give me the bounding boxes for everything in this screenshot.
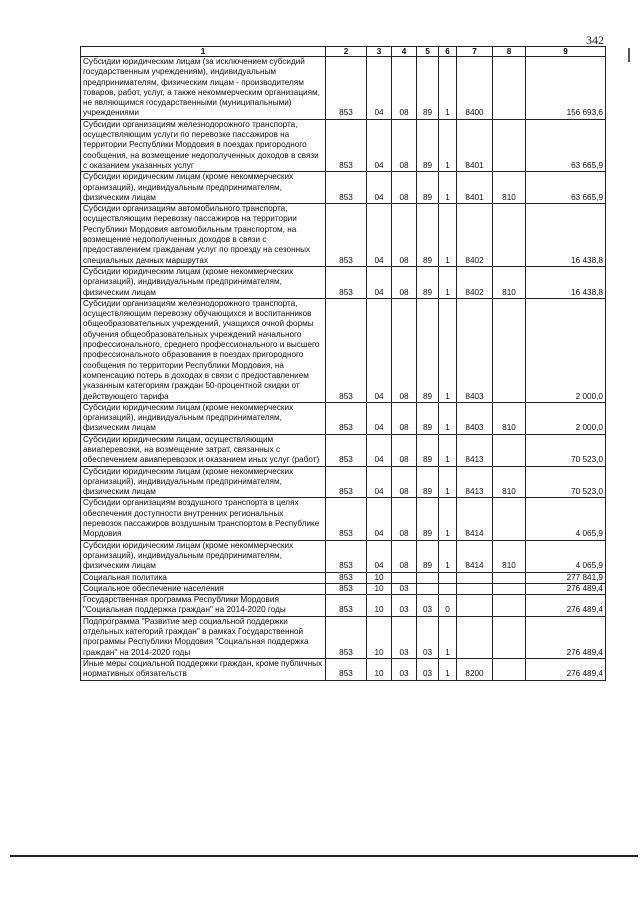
code-program: 03 (417, 616, 439, 658)
code-ministry: 853 (326, 204, 367, 267)
row-amount: 276 489,4 (526, 616, 606, 658)
code-section: 10 (367, 583, 392, 594)
table-row (81, 658, 606, 680)
code-subprogram: 1 (439, 57, 457, 120)
code-subsection: 08 (392, 204, 417, 267)
code-subsection: 08 (392, 434, 417, 466)
code-program: 89 (417, 434, 439, 466)
code-section: 04 (367, 172, 392, 204)
code-expense-type (493, 658, 526, 680)
code-subprogram: 1 (439, 298, 457, 402)
code-program: 89 (417, 119, 439, 171)
row-name: Субсидии юридическим лицам, осуществляющим авиаперевозки, на возмещение затрат, связанных с обеспечением авиаперевозок и оказанием иных услуг (работ) (81, 434, 326, 466)
code-subprogram (439, 572, 457, 583)
code-direction: 8403 (457, 402, 493, 434)
row-name: Субсидии юридическим лицам (за исключением субсидий государственным учреждениям), индивидуальным предпринимателям, физическим лицам - производителям товаров, работ, услуг, а также некоммерческим организациям, не являющимся государственными (муниципальными) учреждениями (81, 57, 326, 120)
row-amount: 4 065,9 (526, 498, 606, 540)
header-row (81, 47, 606, 57)
header-cell: 8 (493, 47, 526, 57)
table-row (81, 57, 606, 120)
table-row (81, 402, 606, 434)
code-direction: 8401 (457, 172, 493, 204)
code-program: 89 (417, 498, 439, 540)
header-cell: 3 (367, 47, 392, 57)
code-section: 10 (367, 572, 392, 583)
code-direction: 8413 (457, 466, 493, 498)
row-amount: 2 000,0 (526, 402, 606, 434)
table-row (81, 298, 606, 402)
code-ministry: 853 (326, 658, 367, 680)
code-subprogram: 1 (439, 616, 457, 658)
code-section: 10 (367, 616, 392, 658)
row-name: Субсидии юридическим лицам (кроме некоммерческих организаций), индивидуальным предпринимателям, физическим лицам (81, 266, 326, 298)
code-subsection: 08 (392, 402, 417, 434)
row-name: Субсидии организациям железнодорожного транспорта, осуществляющим услуги по перевозке пассажиров на территории Республики Мордовия в поездах пригородного сообщения, на возмещение недополученных доходов в связи с оказанием указанных услуг (81, 119, 326, 171)
code-subsection (392, 572, 417, 583)
code-ministry: 853 (326, 572, 367, 583)
code-program: 89 (417, 204, 439, 267)
row-amount: 70 523,0 (526, 434, 606, 466)
code-expense-type: 810 (493, 466, 526, 498)
row-name: Социальная политика (81, 572, 326, 583)
code-section: 04 (367, 57, 392, 120)
table-row (81, 583, 606, 594)
code-direction: 8403 (457, 298, 493, 402)
code-program: 03 (417, 658, 439, 680)
code-ministry: 853 (326, 616, 367, 658)
row-name: Государственная программа Республики Мордовия "Социальная поддержка граждан" на 2014-2020 годы (81, 595, 326, 617)
code-expense-type (493, 119, 526, 171)
code-program: 89 (417, 540, 439, 572)
row-name: Социальное обеспечение населения (81, 583, 326, 594)
row-name: Субсидии юридическим лицам (кроме некоммерческих организаций), индивидуальным предпринимателям, физическим лицам (81, 466, 326, 498)
code-subsection: 03 (392, 616, 417, 658)
code-subsection: 08 (392, 466, 417, 498)
row-name: Субсидии юридическим лицам (кроме некоммерческих организаций), индивидуальным предпринимателям, физическим лицам (81, 172, 326, 204)
code-section: 04 (367, 298, 392, 402)
code-subsection: 08 (392, 266, 417, 298)
row-amount: 16 438,8 (526, 204, 606, 267)
row-amount: 70 523,0 (526, 466, 606, 498)
code-ministry: 853 (326, 583, 367, 594)
header-cell: 4 (392, 47, 417, 57)
code-section: 04 (367, 204, 392, 267)
code-expense-type (493, 204, 526, 267)
code-expense-type (493, 572, 526, 583)
row-name: Субсидии организациям автомобильного транспорта, осуществляющим перевозку пассажиров на территории Республики Мордовия автомобильным транспортом, на возмещение недополученных доходов в связи с предоставлением гражданам услуг по проезду на сезонных специальных дачных маршрутах (81, 204, 326, 267)
code-section: 10 (367, 595, 392, 617)
row-name: Субсидии юридическим лицам (кроме некоммерческих организаций), индивидуальным предпринимателям, физическим лицам (81, 540, 326, 572)
code-ministry: 853 (326, 57, 367, 120)
code-subprogram: 1 (439, 540, 457, 572)
code-ministry: 853 (326, 595, 367, 617)
code-subsection: 08 (392, 298, 417, 402)
table-row (81, 616, 606, 658)
code-expense-type (493, 434, 526, 466)
code-expense-type: 810 (493, 172, 526, 204)
header-cell: 2 (326, 47, 367, 57)
code-section: 04 (367, 540, 392, 572)
code-expense-type (493, 57, 526, 120)
code-subsection: 08 (392, 498, 417, 540)
code-program (417, 583, 439, 594)
code-subsection: 03 (392, 583, 417, 594)
code-subsection: 03 (392, 595, 417, 617)
row-amount: 276 489,4 (526, 658, 606, 680)
row-amount: 2 000,0 (526, 298, 606, 402)
code-ministry: 853 (326, 434, 367, 466)
row-amount: 156 693,6 (526, 57, 606, 120)
row-name: Субсидии юридическим лицам (кроме некоммерческих организаций), индивидуальным предпринимателям, физическим лицам (81, 402, 326, 434)
code-program: 89 (417, 172, 439, 204)
code-direction: 8413 (457, 434, 493, 466)
header-cell: 1 (81, 47, 326, 57)
row-name: Подпрограмма "Развитие мер социальной поддержки отдельных категорий граждан" в рамках Государственной программы Республики Мордовия "Социальная поддержка граждан" на 2014-2020 годы (81, 616, 326, 658)
table-row (81, 466, 606, 498)
code-subprogram: 1 (439, 119, 457, 171)
code-ministry: 853 (326, 466, 367, 498)
code-ministry: 853 (326, 498, 367, 540)
code-direction: 8414 (457, 498, 493, 540)
code-expense-type: 810 (493, 266, 526, 298)
code-expense-type: 810 (493, 402, 526, 434)
code-subprogram: 1 (439, 172, 457, 204)
header-cell: 6 (439, 47, 457, 57)
code-ministry: 853 (326, 298, 367, 402)
code-subprogram: 1 (439, 266, 457, 298)
code-expense-type (493, 616, 526, 658)
code-direction (457, 616, 493, 658)
code-program: 03 (417, 595, 439, 617)
code-program: 89 (417, 57, 439, 120)
page-bottom-line (10, 855, 638, 857)
code-program: 89 (417, 466, 439, 498)
row-name: Субсидии организациям железнодорожного транспорта, осуществляющим перевозку обучающихся и воспитанников общеобразовательных учреждений, учащихся очной формы обучения общеобразовательных учреждений начального профессионального, среднего профессионального и высшего профессионального образования в поездах пригородного сообщения по территории Республики Мордовия, на компенсацию потерь в доходах в связи с предоставлением указанным категориям граждан 50-процентной скидки от действующего тарифа (81, 298, 326, 402)
code-ministry: 853 (326, 172, 367, 204)
code-program: 89 (417, 298, 439, 402)
code-direction: 8402 (457, 204, 493, 267)
code-subsection: 08 (392, 172, 417, 204)
header-cell: 7 (457, 47, 493, 57)
code-subprogram: 1 (439, 658, 457, 680)
code-ministry: 853 (326, 540, 367, 572)
code-section: 04 (367, 434, 392, 466)
row-amount: 63 665,9 (526, 172, 606, 204)
row-amount: 63 665,9 (526, 119, 606, 171)
code-direction (457, 572, 493, 583)
row-amount: 16 438,8 (526, 266, 606, 298)
code-subsection: 08 (392, 57, 417, 120)
code-expense-type: 810 (493, 540, 526, 572)
header-cell: 9 (526, 47, 606, 57)
code-subprogram: 1 (439, 402, 457, 434)
code-direction (457, 595, 493, 617)
code-section: 04 (367, 119, 392, 171)
table-row (81, 172, 606, 204)
table-row (81, 119, 606, 171)
code-subprogram: 0 (439, 595, 457, 617)
table-row (81, 498, 606, 540)
code-subsection: 03 (392, 658, 417, 680)
table-row (81, 266, 606, 298)
table-row (81, 572, 606, 583)
edge-mark (628, 48, 630, 62)
row-amount: 277 841,9 (526, 572, 606, 583)
page-number: 342 (586, 33, 604, 47)
code-subsection: 08 (392, 119, 417, 171)
code-direction: 8401 (457, 119, 493, 171)
code-subprogram: 1 (439, 204, 457, 267)
code-section: 10 (367, 658, 392, 680)
table-row (81, 204, 606, 267)
code-direction: 8414 (457, 540, 493, 572)
row-amount: 276 489,4 (526, 595, 606, 617)
header-cell: 5 (417, 47, 439, 57)
code-expense-type (493, 595, 526, 617)
table-row (81, 595, 606, 617)
code-section: 04 (367, 466, 392, 498)
code-program: 89 (417, 266, 439, 298)
code-subprogram: 1 (439, 498, 457, 540)
code-direction (457, 583, 493, 594)
code-expense-type (493, 298, 526, 402)
code-section: 04 (367, 498, 392, 540)
code-ministry: 853 (326, 402, 367, 434)
row-name: Субсидии организациям воздушного транспорта в целях обеспечения доступности внутренних региональных перевозок пассажиров воздушным транспортом в Республике Мордовия (81, 498, 326, 540)
code-direction: 8400 (457, 57, 493, 120)
row-amount: 4 065,9 (526, 540, 606, 572)
code-subsection: 08 (392, 540, 417, 572)
code-subprogram: 1 (439, 466, 457, 498)
row-name: Иные меры социальной поддержки граждан, кроме публичных нормативных обязательств (81, 658, 326, 680)
code-direction: 8402 (457, 266, 493, 298)
code-ministry: 853 (326, 119, 367, 171)
code-section: 04 (367, 402, 392, 434)
code-ministry: 853 (326, 266, 367, 298)
code-expense-type (493, 498, 526, 540)
code-program (417, 572, 439, 583)
table-row (81, 540, 606, 572)
table-row (81, 434, 606, 466)
code-section: 04 (367, 266, 392, 298)
code-program: 89 (417, 402, 439, 434)
row-amount: 276 489,4 (526, 583, 606, 594)
code-subprogram: 1 (439, 434, 457, 466)
code-expense-type (493, 583, 526, 594)
code-direction: 8200 (457, 658, 493, 680)
code-subprogram (439, 583, 457, 594)
budget-table (80, 46, 606, 681)
